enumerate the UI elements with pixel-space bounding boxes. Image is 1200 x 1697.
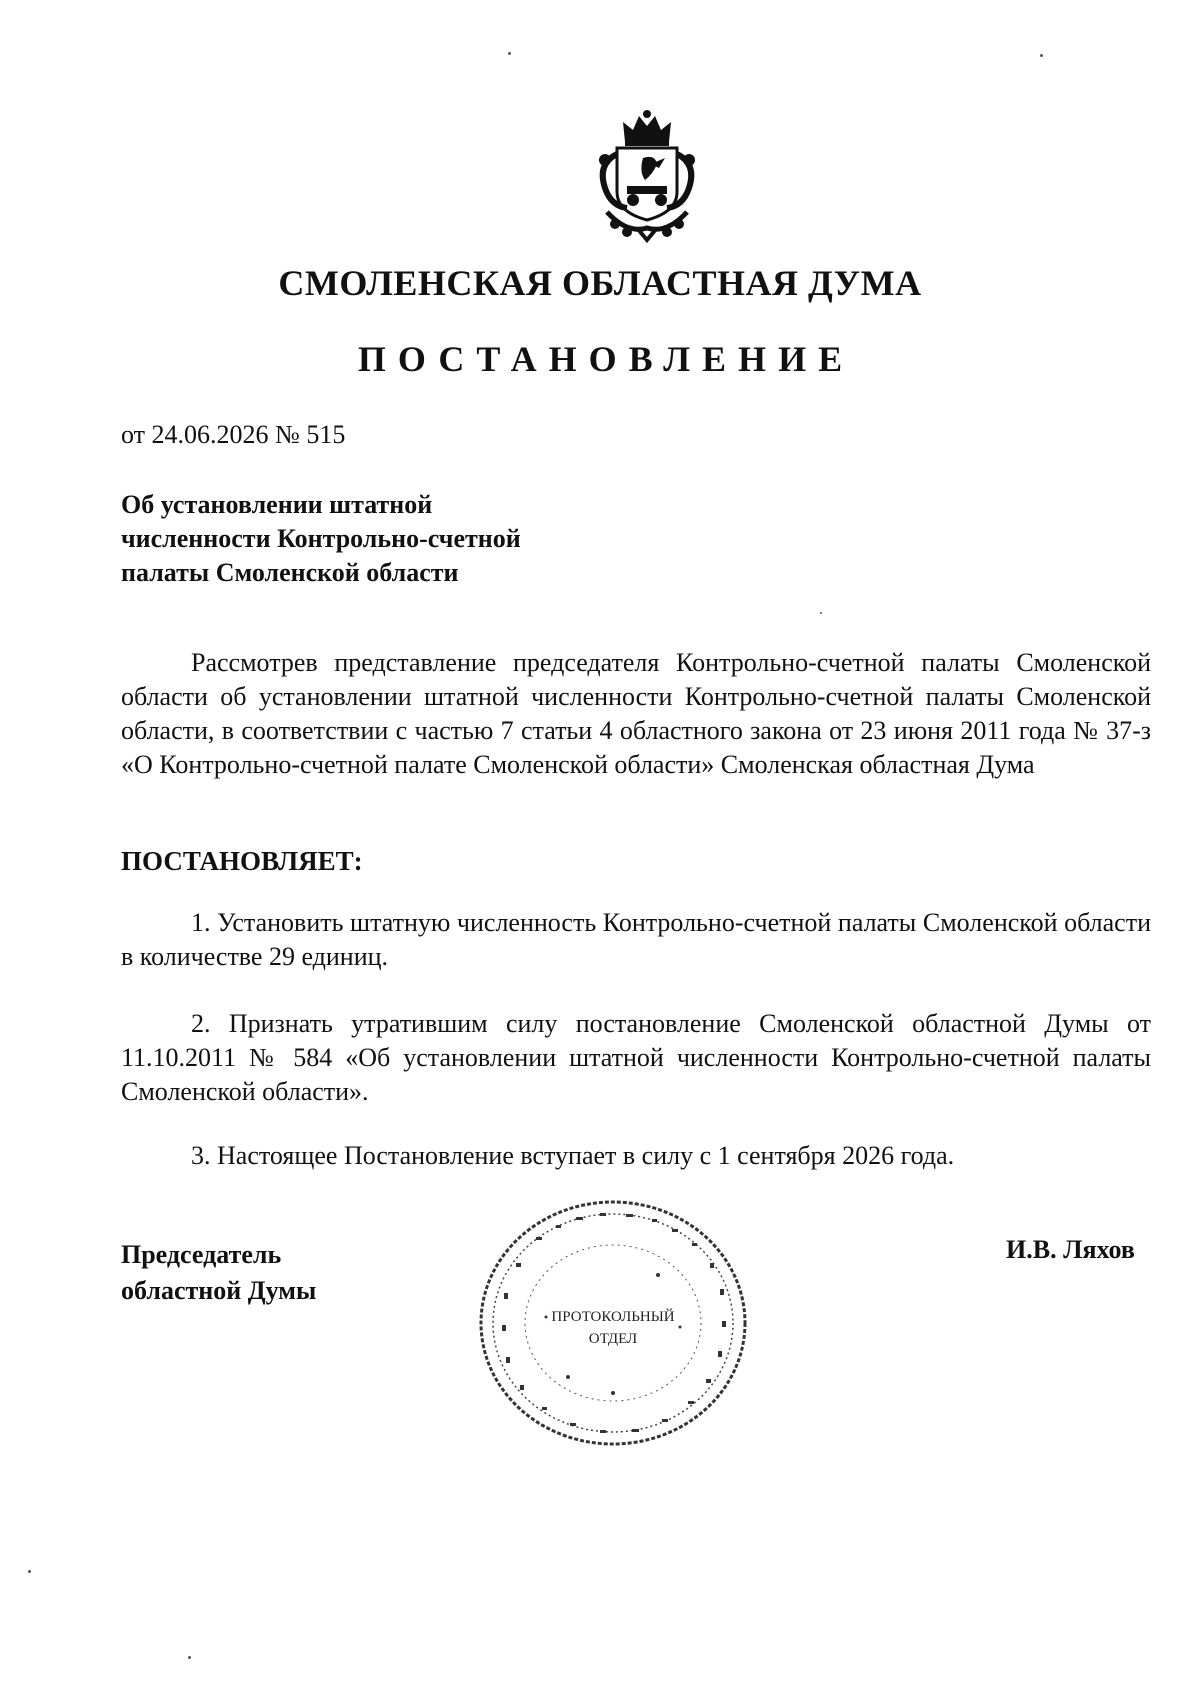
signatory-title-line: Председатель: [121, 1240, 282, 1269]
organization-title: СМОЛЕНСКАЯ ОБЛАСТНАЯ ДУМА: [278, 263, 922, 303]
seal-center-line: ОТДЕЛ: [588, 1331, 638, 1347]
subject-line: численности Контрольно-счетной: [121, 524, 521, 553]
intro-paragraph: Рассмотрев представление председателя Контрольно-счетной палаты Смоленской области об установлении штатной численности Контрольно-счетной палаты Смоленской области, в соответствии с частью 7 статьи 4 областного закона от 23 июня 2011 года № 37-з «О Контрольно-счетной палате Смоленской области» Смоленская областная Дума: [121, 648, 1151, 779]
subject-line: палаты Смоленской области: [121, 558, 459, 587]
date-number: от 24.06.2026 № 515: [121, 420, 346, 449]
signatory-title: [121, 1237, 316, 1309]
signatory-title-line: областной Думы: [121, 1276, 317, 1305]
scan-speck: [1040, 54, 1043, 57]
scan-speck: [28, 1570, 31, 1573]
official-seal: [476, 1197, 750, 1449]
seal-center-line: ПРОТОКОЛЬНЫЙ: [551, 1309, 675, 1325]
scan-speck: [508, 52, 511, 55]
resolves-heading: ПОСТАНОВЛЯЕТ:: [121, 846, 363, 876]
subject-line: Об установлении штатной: [121, 490, 433, 519]
smolensk-coat-of-arms-icon: [587, 108, 707, 246]
signatory-name: И.В. Ляхов: [1006, 1235, 1135, 1264]
scan-speck: [188, 1656, 191, 1659]
resolution-item-3: 3. Настоящее Постановление вступает в силу с 1 сентября 2026 года.: [191, 1141, 955, 1170]
resolution-item-1: 1. Установить штатную численность Контрольно-счетной палаты Смоленской области в количестве 29 единиц.: [121, 908, 1151, 971]
document-subject: [121, 488, 521, 590]
scan-speck: [820, 612, 822, 614]
document-type-heading: ПОСТАНОВЛЕНИЕ: [357, 339, 855, 379]
resolution-item-2: 2. Признать утратившим силу постановление Смоленской областной Думы от 11.10.2011 № 584 «Об установлении штатной численности Контрольно-счетной палаты Смоленской области».: [121, 1009, 1151, 1106]
